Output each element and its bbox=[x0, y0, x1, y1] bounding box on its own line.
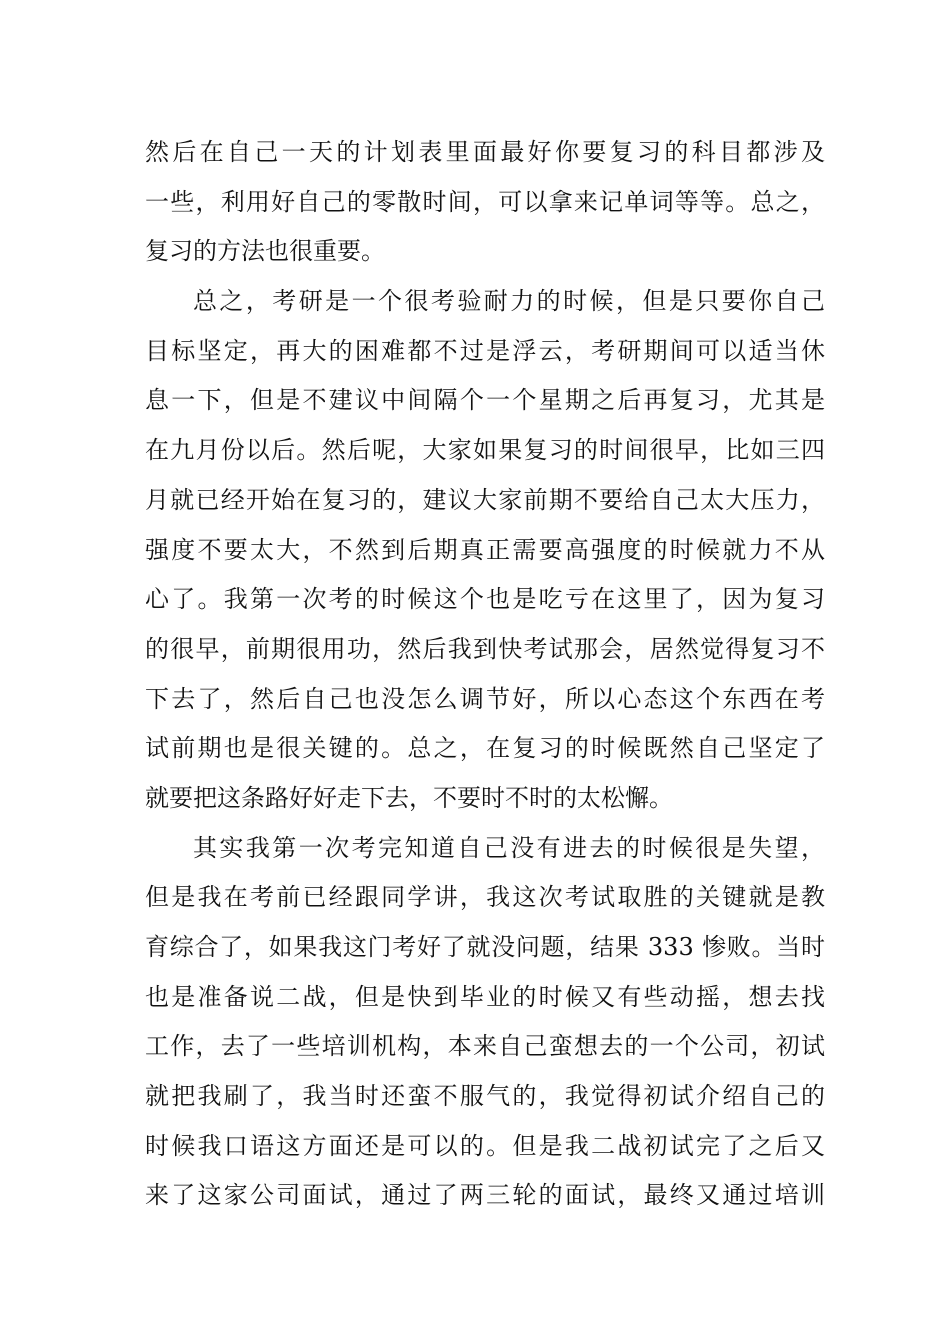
text-line: 工作，去了一些培训机构，本来自己蛮想去的一个公司，初试 bbox=[145, 1032, 825, 1061]
text-line: 复习的方法也很重要。 bbox=[145, 237, 385, 266]
text-line: 然后在自己一天的计划表里面最好你要复习的科目都涉及 bbox=[145, 138, 825, 166]
document-body bbox=[145, 128, 825, 1221]
paragraph-first-line: 其实我第一次考完知道自己没有进去的时候很是失望， bbox=[193, 833, 825, 862]
paragraph-first-line: 总之，考研是一个很考验耐力的时候，但是只要你自己 bbox=[193, 287, 825, 316]
text-line: 一些，利用好自己的零散时间，可以拿来记单词等等。总之， bbox=[145, 187, 825, 216]
text-line: 试前期也是很关键的。总之，在复习的时候既然自己坚定了 bbox=[145, 734, 825, 763]
text-line: 在九月份以后。然后呢，大家如果复习的时间很早，比如三四 bbox=[145, 436, 825, 465]
text-line: 时候我口语这方面还是可以的。但是我二战初试完了之后又 bbox=[145, 1131, 825, 1160]
text-line: 强度不要太大，不然到后期真正需要高强度的时候就力不从 bbox=[145, 535, 825, 564]
text-line: 目标坚定，再大的困难都不过是浮云，考研期间可以适当休 bbox=[145, 336, 825, 365]
text-line: 月就已经开始在复习的，建议大家前期不要给自己太大压力， bbox=[145, 485, 825, 514]
text-line: 但是我在考前已经跟同学讲，我这次考试取胜的关键就是教 bbox=[145, 883, 825, 912]
text-line: 的很早，前期很用功，然后我到快考试那会，居然觉得复习不 bbox=[145, 634, 825, 663]
text-line: 下去了，然后自己也没怎么调节好，所以心态这个东西在考 bbox=[145, 684, 825, 713]
text-line: 就要把这条路好好走下去，不要时不时的太松懈。 bbox=[145, 783, 673, 812]
text-line: 也是准备说二战，但是快到毕业的时候又有些动摇，想去找 bbox=[145, 982, 825, 1011]
text-line: 息一下，但是不建议中间隔个一个星期之后再复习，尤其是 bbox=[145, 386, 825, 415]
text-line: 来了这家公司面试，通过了两三轮的面试，最终又通过培训 bbox=[145, 1181, 825, 1210]
text-line: 心了。我第一次考的时候这个也是吃亏在这里了，因为复习 bbox=[145, 585, 825, 614]
text-line: 育综合了，如果我这门考好了就没问题，结果 333 惨败。当时 bbox=[145, 933, 825, 961]
text-line: 就把我刷了，我当时还蛮不服气的，我觉得初试介绍自己的 bbox=[145, 1082, 825, 1111]
